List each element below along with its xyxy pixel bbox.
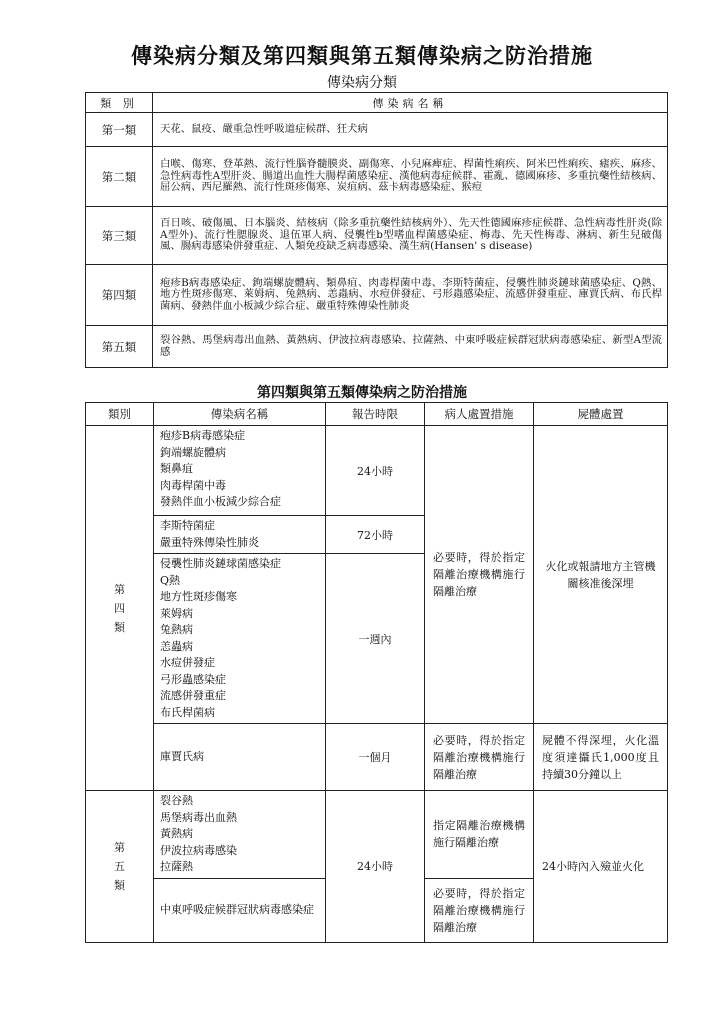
disease-names-cell: 裂谷熱、馬堡病毒出血熱、黃熱病、伊波拉病毒感染、拉薩熱、中東呼吸症候群冠狀病毒感染症、新型A型流感 (153, 326, 668, 368)
patient-measures-cell: 必要時，得於指定隔離治療機構施行隔離治療 (425, 426, 534, 724)
disease-list-cell (154, 554, 326, 724)
disease-name: 兔熱病 (160, 623, 193, 636)
patient-measures-cell: 必要時，得於指定隔離治療機構施行隔離治療 (425, 724, 534, 791)
disease-name: 伊波拉病毒感染 (160, 843, 237, 857)
disease-name: 拉薩熱 (160, 860, 193, 873)
category-cell: 第三類 (86, 207, 153, 265)
table-row (86, 113, 668, 147)
disease-name: 李斯特菌症 (160, 519, 215, 532)
disease-classification-table (85, 92, 668, 368)
category-cell: 第二類 (86, 147, 153, 207)
report-deadline-cell: 一個月 (326, 724, 425, 791)
disease-name: 萊姆病 (160, 606, 193, 620)
table-row (86, 147, 668, 207)
page-title: 傳染病分類及第四類與第五類傳染病之防治措施 (131, 43, 593, 68)
disease-name: 嚴重特殊傳染性肺炎 (160, 535, 259, 549)
body-handling-cell: 24小時內入殮並火化 (534, 791, 668, 943)
header-category: 類別 (86, 403, 154, 426)
disease-list-cell (154, 516, 326, 554)
report-deadline-cell: 24小時 (326, 791, 425, 943)
table-row (86, 426, 668, 516)
disease-name: 流感併發重症 (160, 689, 226, 702)
patient-measures-cell: 必要時，得於指定隔離治療機構施行隔離治療 (425, 878, 534, 942)
disease-names-cell: 天花、鼠疫、嚴重急性呼吸道症候群、狂犬病 (153, 113, 668, 147)
disease-name: 類鼻疽 (160, 462, 193, 475)
disease-name: 馬堡病毒出血熱 (160, 810, 237, 824)
disease-names-cell: 疱疹B病毒感染症、鉤端螺旋體病、類鼻疽、肉毒桿菌中毒、李斯特菌症、侵襲性肺炎鏈球菌感染症、Q熱、地方性斑疹傷寒、萊姆病、兔熱病、恙蟲病、水痘併發症、弓形蟲感染症、流感併發重症、庫賈氏病、布氏桿菌病、發熱伴血小板減少綜合症、嚴重特殊傳染性肺炎 (153, 265, 668, 326)
disease-name: 肉毒桿菌中毒 (160, 478, 226, 492)
category-4-cell (86, 426, 154, 791)
disease-names-cell: 百日咳、破傷風、日本腦炎、結核病（除多重抗藥性結核病外）、先天性德國麻疹症候群、急性病毒性肝炎(除A型外)、流行性腮腺炎、退伍軍人病、侵襲性b型嗜血桿菌感染症、梅毒、先天性梅毒、淋病、新生兒破傷風、腸病毒感染併發重症、人類免疫缺乏病毒感染、漢生病(Hansen' s disease) (153, 207, 668, 265)
category-char: 類 (114, 878, 125, 892)
header-patient-measures: 病人處置措施 (425, 403, 534, 426)
table-row (86, 265, 668, 326)
table-header-row (86, 403, 668, 426)
table2-caption: 第四類與第五類傳染病之防治措施 (257, 385, 467, 401)
category-cell: 第一類 (86, 113, 153, 147)
disease-name: 地方性斑疹傷寒 (160, 590, 237, 603)
disease-names-cell: 白喉、傷寒、登革熱、流行性腦脊髓膜炎、副傷寒、小兒麻痺症、桿菌性痢疾、阿米巴性痢疾、瘧疾、麻疹、急性病毒性A型肝炎、腸道出血性大腸桿菌感染症、漢他病毒症候群、霍亂、德國麻疹、多重抗藥性結核病、屈公病、西尼羅熱、流行性斑疹傷寒、炭疽病、茲卡病毒感染症、猴痘 (153, 147, 668, 207)
disease-name: 疱疹B病毒感染症 (160, 429, 246, 442)
category-char: 第 (114, 840, 125, 854)
category-cell: 第四類 (86, 265, 153, 326)
disease-list-cell (154, 878, 326, 942)
category-char: 類 (114, 620, 125, 634)
category-5-cell (86, 791, 154, 943)
prevention-measures-table (85, 402, 668, 943)
disease-name: Q熱 (160, 573, 181, 587)
disease-name: 裂谷熱 (160, 794, 193, 807)
header-report-deadline: 報告時限 (326, 403, 425, 426)
header-body-handling: 屍體處置 (534, 403, 668, 426)
disease-name: 布氏桿菌病 (160, 705, 215, 719)
disease-name: 侵襲性肺炎鏈球菌感染症 (160, 557, 281, 570)
body-handling-cell: 火化或報請地方主管機關核准後深埋 (534, 426, 668, 724)
disease-name: 鉤端螺旋體病 (160, 445, 226, 459)
table-header-row (86, 93, 668, 113)
disease-name: 水痘併發症 (160, 656, 215, 669)
disease-name: 中東呼吸症候群冠狀病毒感染症 (160, 902, 314, 916)
disease-name: 弓形蟲感染症 (160, 672, 226, 686)
header-disease-names: 傳染病名稱 (153, 93, 668, 113)
header-category: 類 別 (86, 93, 153, 113)
report-deadline-cell: 24小時 (326, 426, 425, 516)
table-row (86, 791, 668, 879)
patient-measures-cell: 指定隔離治療機構施行隔離治療 (425, 791, 534, 879)
body-handling-cell: 屍體不得深埋，火化溫度須達攝氏1,000度且持續30分鐘以上 (534, 724, 668, 791)
disease-name: 恙蟲病 (160, 639, 193, 653)
table-row (86, 207, 668, 265)
table-row (86, 724, 668, 791)
table-row (86, 326, 668, 368)
category-char: 第 (114, 582, 125, 596)
report-deadline-cell: 72小時 (326, 516, 425, 554)
disease-name: 發熱伴血小板減少綜合症 (160, 495, 281, 508)
disease-name: 黃熱病 (160, 827, 193, 840)
disease-list-cell (154, 724, 326, 791)
category-char: 四 (114, 601, 125, 615)
category-cell: 第五類 (86, 326, 153, 368)
table1-caption: 傳染病分類 (327, 75, 397, 91)
category-char: 五 (114, 859, 125, 873)
disease-list-cell (154, 791, 326, 879)
header-disease-name: 傳染病名稱 (154, 403, 326, 426)
disease-name: 庫賈氏病 (160, 749, 204, 763)
report-deadline-cell: 一週內 (326, 554, 425, 724)
disease-list-cell (154, 426, 326, 516)
